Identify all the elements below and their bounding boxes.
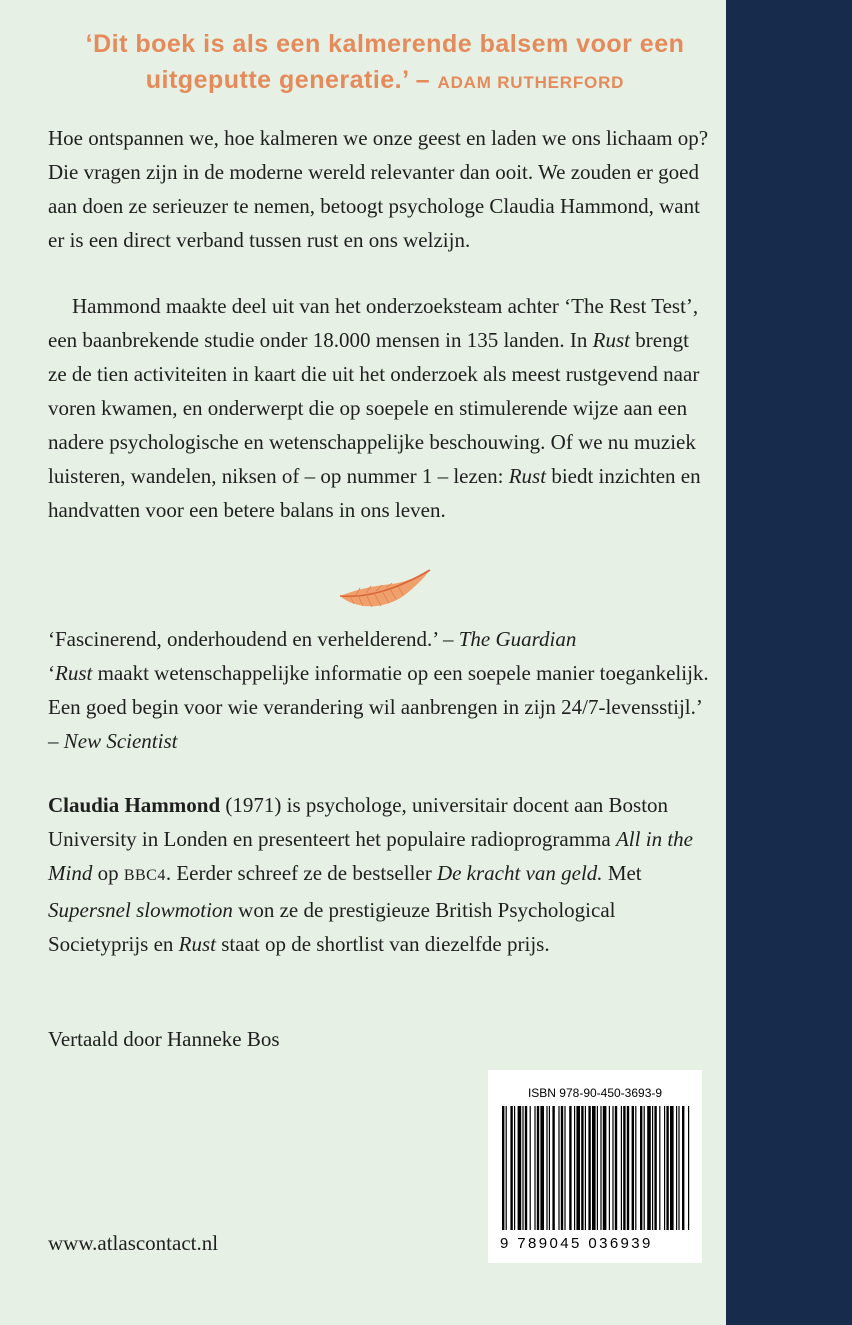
bio-station: BBC4 xyxy=(123,867,166,884)
barcode-bar xyxy=(576,1106,580,1230)
barcode-bars xyxy=(498,1106,692,1236)
bio-text-a: (1971) is psychologe, universitair docent aan Boston University in Londen en presenteert het populaire radioprogramma xyxy=(48,793,669,851)
barcode-digits: 9 789045 036939 xyxy=(500,1235,653,1252)
barcode-bar xyxy=(652,1106,653,1230)
barcode-bar xyxy=(635,1106,636,1230)
barcode-bar xyxy=(585,1106,586,1230)
barcode-bar xyxy=(552,1106,554,1230)
p2-text-a: Hammond maakte deel uit van het onderzoeksteam achter ‘The Rest Test’, een baanbrekende studie onder 18.000 mensen in 135 landen. In xyxy=(48,294,699,352)
author-name: Claudia Hammond xyxy=(48,793,221,817)
headline-attribution: ADAM RUTHERFORD xyxy=(437,73,625,92)
publisher-website: www.atlascontact.nl xyxy=(48,1231,219,1255)
barcode-bar xyxy=(670,1106,674,1230)
barcode-bar xyxy=(644,1106,645,1230)
book-spine-edge xyxy=(726,0,852,1325)
headline-dash: – xyxy=(415,66,431,94)
intro-paragraph-1: Hoe ontspannen we, hoe kalmeren we onze geest en laden we ons lichaam op? Die vragen zijn in de moderne wereld relevanter dan ooit. We zouden er goed aan doen ze serieuzer te nemen, betoogt psychologe Claudia Hammond, want er is een direct verband tussen rust en ons welzijn. xyxy=(48,126,709,252)
bio-text-d: Met xyxy=(602,861,642,885)
barcode-bar xyxy=(612,1106,613,1230)
barcode-bar xyxy=(682,1106,684,1230)
barcode-bar xyxy=(647,1106,651,1230)
bio-text-f: staat op de shortlist van diezelfde prijs. xyxy=(216,932,550,956)
bio-book-1: De kracht van geld. xyxy=(436,861,603,885)
bio-book-2: Supersnel slowmotion xyxy=(48,898,233,922)
barcode-bar xyxy=(549,1106,550,1230)
p2-text-b: brengt ze de tien activiteiten in kaart die uit het onderzoek als meest rustgevend naar voren kwamen, en onderwerpt die op soepele en stimulerende wijze aan een nadere psychologische en wetenschappelijke beschouwing. Of we nu muziek luisteren, wandelen, niksen of – op nummer 1 – lezen: xyxy=(48,328,700,488)
barcode-bar xyxy=(561,1106,563,1230)
review-1-source: The Guardian xyxy=(458,627,577,651)
barcode-bar xyxy=(666,1106,668,1230)
barcode-bar xyxy=(600,1106,601,1230)
barcode-bar xyxy=(537,1106,539,1230)
bio-text-c: . Eerder schreef ze de bestseller xyxy=(165,861,437,885)
review-2-open-quote: ‘ xyxy=(48,661,55,685)
barcode-bar xyxy=(654,1106,656,1230)
barcode-bar xyxy=(664,1106,665,1230)
bio-book-3: Rust xyxy=(178,932,216,956)
barcode-bar xyxy=(546,1106,547,1230)
barcode-bar xyxy=(627,1106,629,1230)
barcode-bar xyxy=(530,1106,531,1230)
review-2-book-title: Rust xyxy=(55,661,93,685)
author-bio xyxy=(48,788,710,961)
headline-quote-text: ‘Dit boek is als een kalmerende balsem voor een uitgeputte generatie.’ xyxy=(85,30,685,94)
barcode-bar xyxy=(574,1106,575,1230)
barcode-bar xyxy=(597,1106,598,1230)
barcode-bar xyxy=(659,1106,660,1230)
review-quotes xyxy=(48,622,710,758)
barcode-bar xyxy=(514,1106,515,1230)
barcode-bar xyxy=(522,1106,523,1230)
barcode-bar xyxy=(558,1106,559,1230)
barcode-bar xyxy=(603,1106,607,1230)
p2-book-title-2: Rust xyxy=(508,464,547,488)
barcode-bar xyxy=(615,1106,617,1230)
intro-paragraph-2 xyxy=(48,289,710,527)
headline-quote xyxy=(60,26,710,101)
barcode-bar xyxy=(632,1106,634,1230)
barcode-bar xyxy=(678,1106,679,1230)
review-2-text: maakt wetenschappelijke informatie op een soepele manier toegankelijk. Een goed begin voor wie verandering wil aanbrengen in zijn 24/7-levensstijl.’ – xyxy=(48,661,709,753)
barcode-bar xyxy=(564,1106,565,1230)
barcode-bar xyxy=(581,1106,583,1230)
barcode-bar xyxy=(510,1106,512,1230)
isbn-label: ISBN 978-90-450-3693-9 xyxy=(527,1086,663,1100)
barcode-bar xyxy=(569,1106,571,1230)
barcode-bar xyxy=(688,1106,689,1230)
p2-book-title: Rust xyxy=(592,328,631,352)
barcode-bar xyxy=(502,1106,504,1230)
bio-text-b: op xyxy=(92,861,124,885)
barcode-bar xyxy=(588,1106,590,1230)
review-2-source: New Scientist xyxy=(63,729,178,753)
barcode-bar xyxy=(592,1106,596,1230)
bio-program-title: All in the Mind xyxy=(48,827,693,885)
barcode-bar xyxy=(518,1106,522,1230)
barcode-bar xyxy=(534,1106,535,1230)
barcode-bar xyxy=(525,1106,527,1230)
barcode-bar xyxy=(676,1106,677,1230)
barcode-bar xyxy=(640,1106,642,1230)
barcode-bar xyxy=(609,1106,610,1230)
translator-credit: Vertaald door Hanneke Bos xyxy=(48,1027,280,1051)
barcode-bar xyxy=(540,1106,544,1230)
isbn-barcode xyxy=(488,1070,702,1263)
barcode-bar xyxy=(623,1106,625,1230)
p2-text-c: biedt inzichten en handvatten voor een betere balans in ons leven. xyxy=(48,464,701,522)
review-1-text: ‘Fascinerend, onderhoudend en verhelderend.’ – xyxy=(48,627,459,651)
bio-text-e: won ze de prestigieuze British Psychological Societyprijs en xyxy=(48,898,616,956)
barcode-bar xyxy=(621,1106,622,1230)
feather-icon xyxy=(336,566,432,614)
barcode-bar xyxy=(506,1106,507,1230)
